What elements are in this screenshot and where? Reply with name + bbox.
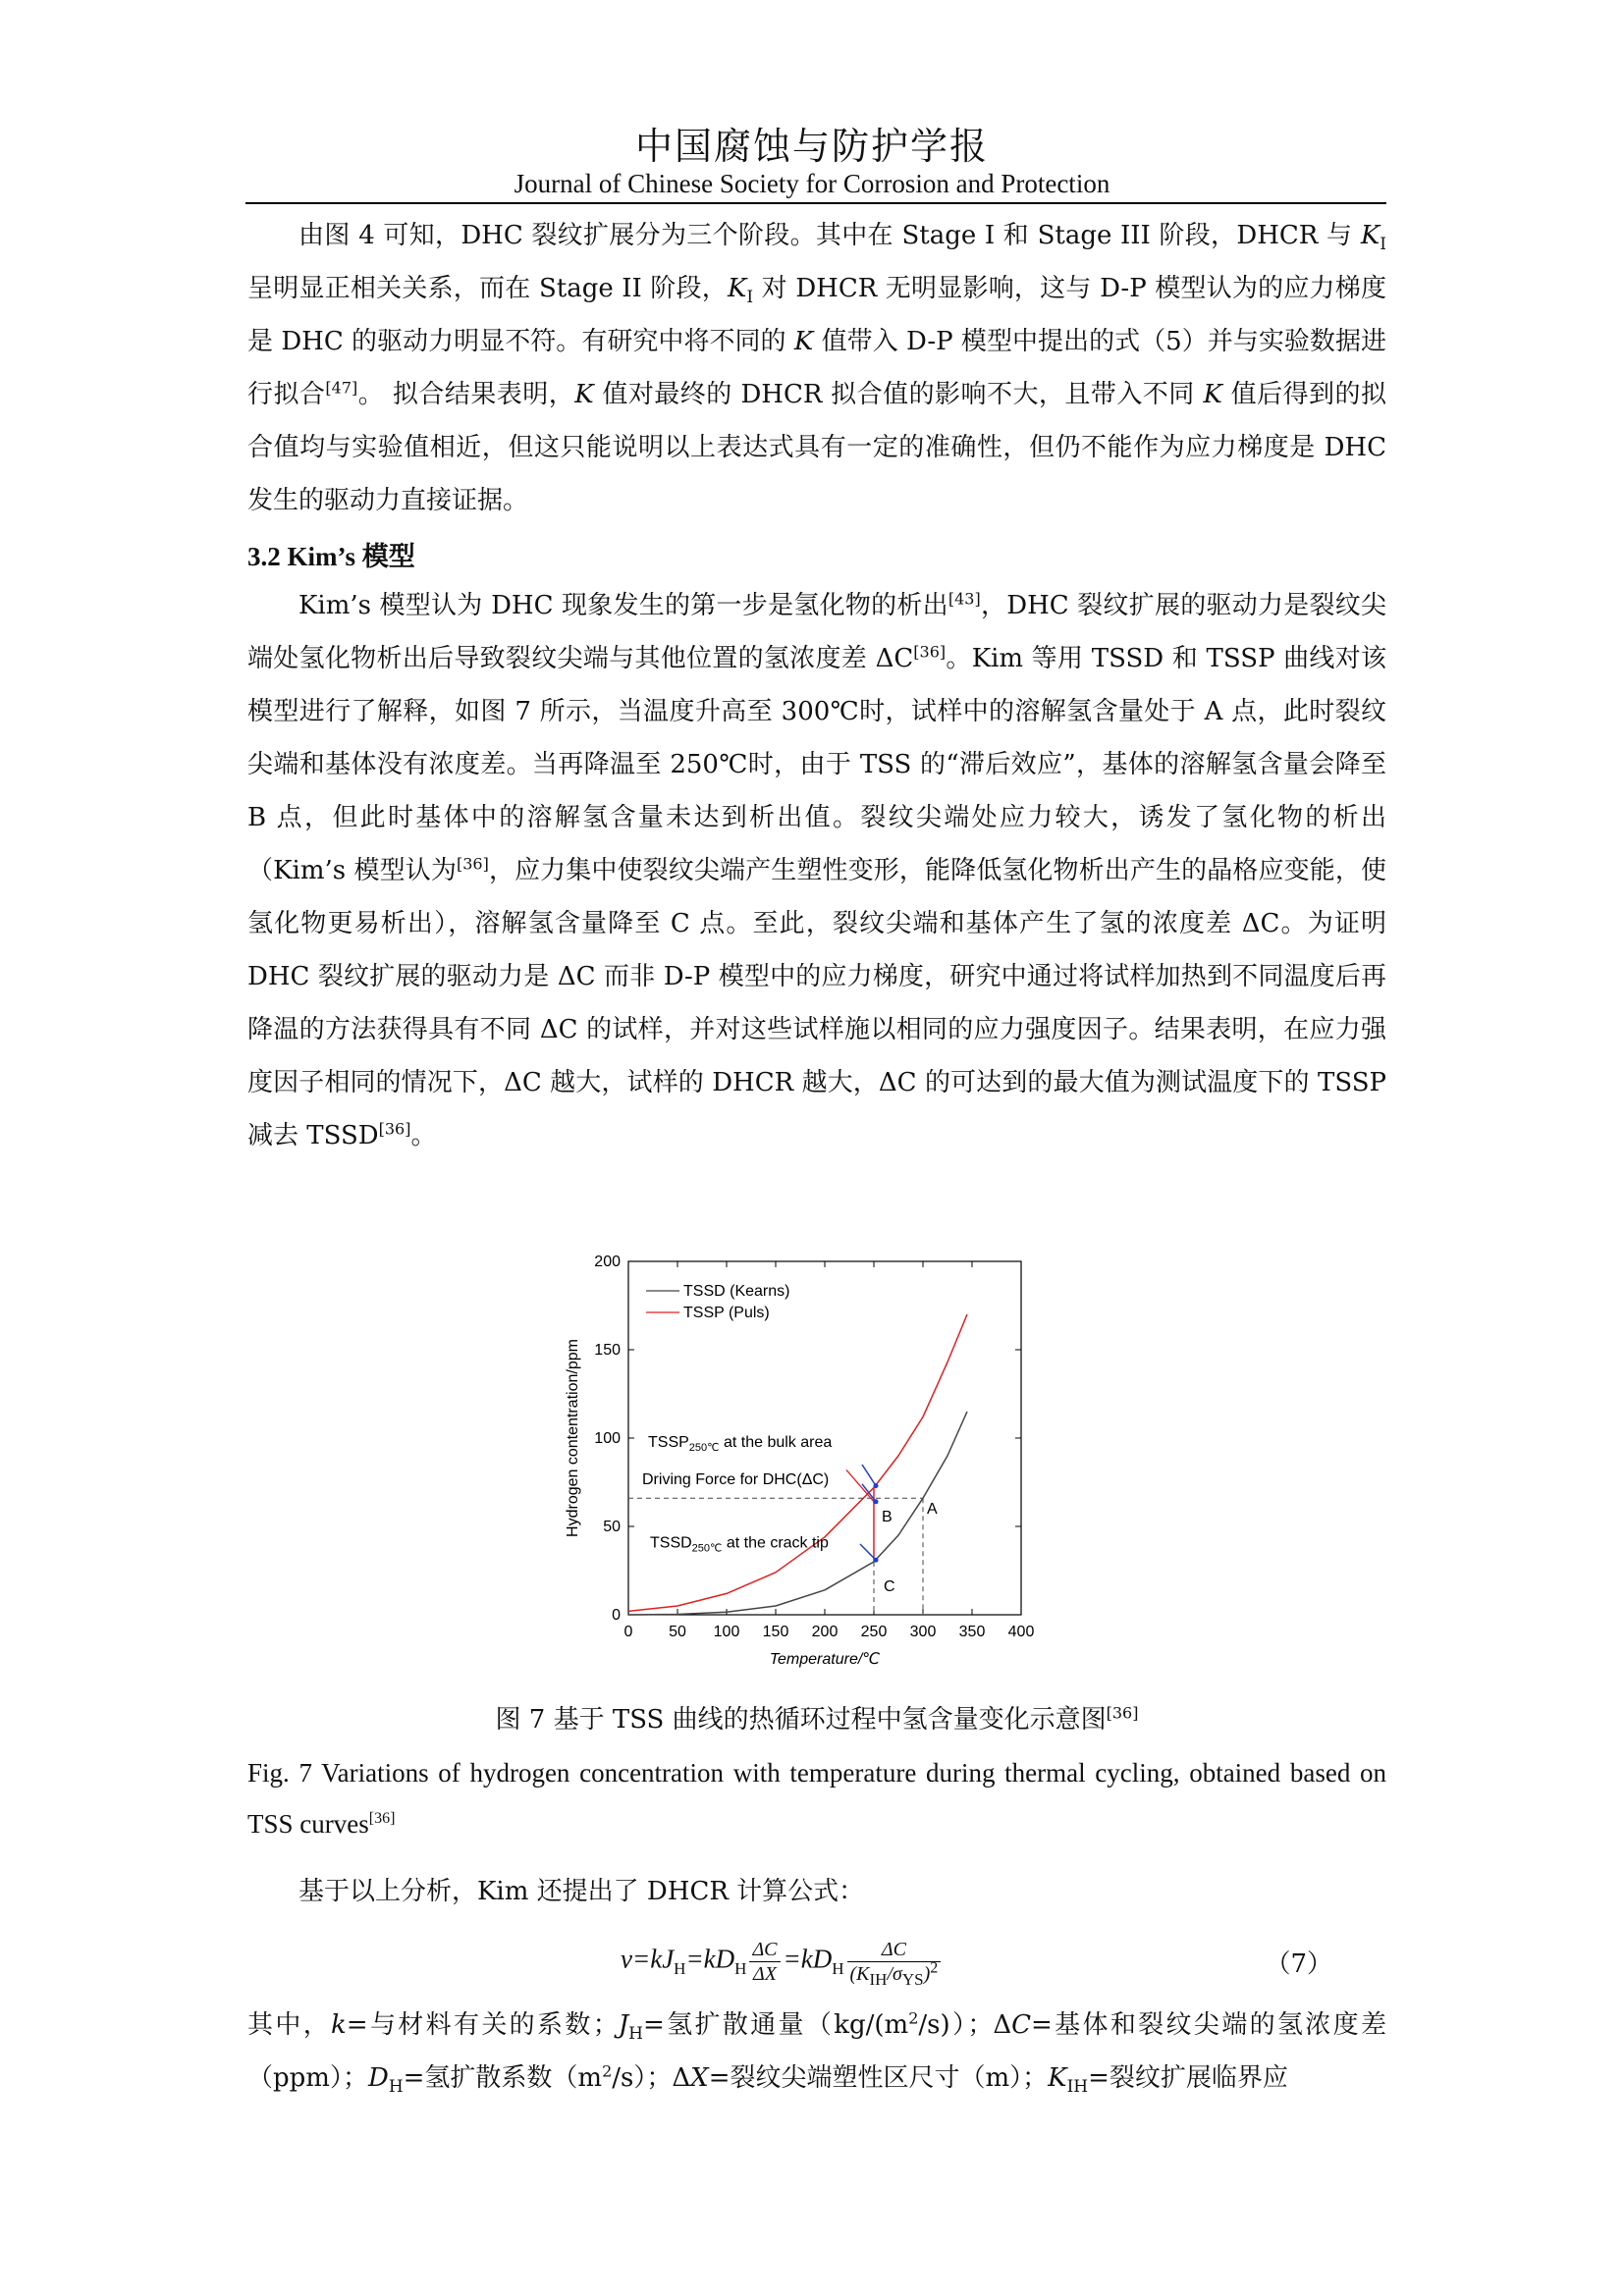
citation: [43] xyxy=(947,589,981,609)
y-tick-label: 100 xyxy=(594,1430,621,1447)
x-tick-label: 250 xyxy=(860,1624,888,1640)
y-tick-label: 50 xyxy=(603,1519,621,1535)
eq-fraction-1 xyxy=(749,1938,780,1986)
y-tick-label: 0 xyxy=(612,1607,621,1624)
p4-var: K xyxy=(1048,2063,1067,2093)
p2-text-4: ，应力集中使裂纹尖端产生塑性变形，能降低氢化物析出产生的晶格应变能，使氢化物更易析出），溶解氢含量降至 C 点。至此，裂纹尖端和基体产生了氢的浓度差 ΔC。为证明 DHC 裂纹扩展的驱动力是 ΔC 而非 D-P 模型中的应力梯度，研究中通过将试样加热到不同温度后再降温的方法获得具有不同 ΔC 的试样，并对这些试样施以相同的应力强度因子。结果表明，在应力强度因子相同的情况下，ΔC 越大，试样的 DHCR 越大，ΔC 的可达到的最大值为测试温度下的 TSSP 减去 TSSD xyxy=(247,856,1386,1150)
section-heading: 3.2 Kim’s 模型 xyxy=(247,542,415,571)
point-a-label: A xyxy=(927,1501,938,1519)
eq-frac1-den: ΔX xyxy=(752,1963,777,1985)
eq-den-sub: IH xyxy=(869,1970,888,1989)
tssp-annotation: $TSSP_{250℃}$ at the bulk area xyxy=(648,1434,833,1454)
p4-text: /s）；Δ xyxy=(612,2063,691,2093)
x-tick-label: 200 xyxy=(811,1624,839,1640)
tss-chart xyxy=(538,1247,1088,1688)
p4-text: 其中， xyxy=(247,2010,332,2040)
series-line-1 xyxy=(628,1314,967,1611)
paragraph-4 xyxy=(247,1999,1386,2105)
caption-en-text: Fig. 7 Variations of hydrogen concentration with temperature during thermal cycling, obtained based on TSS curves xyxy=(247,1758,1386,1839)
paragraph-3 xyxy=(247,1865,1386,1918)
y-axis-label: Hydrogen contentration/ppm xyxy=(565,1339,581,1537)
eq-sub: H xyxy=(832,1959,844,1979)
eq-den-sub: YS xyxy=(901,1970,924,1989)
p3-text: 基于以上分析，Kim 还提出了 DHCR 计算公式： xyxy=(298,1877,865,1906)
p1-k: K xyxy=(727,274,747,303)
p1-k-sub: I xyxy=(746,288,754,308)
p4-var: X xyxy=(690,2063,709,2093)
caption-cn-text: 图 7 基于 TSS 曲线的热循环过程中氢含量变化示意图 xyxy=(495,1705,1107,1735)
citation: [36] xyxy=(378,1119,411,1139)
eq-mid1: =kD xyxy=(685,1944,735,1974)
x-tick-label: 300 xyxy=(909,1624,937,1640)
journal-title-cn: 中国腐蚀与防护学报 xyxy=(634,125,989,168)
p4-sub: H xyxy=(628,2024,643,2045)
p4-sub: H xyxy=(388,2077,404,2098)
x-tick-label: 50 xyxy=(669,1624,686,1640)
y-tick-label: 200 xyxy=(594,1254,621,1270)
driving-force-annotation: Driving Force for DHC(ΔC) xyxy=(642,1470,830,1488)
paragraph-1 xyxy=(247,209,1386,527)
equation-number: （7） xyxy=(1265,1949,1332,1979)
p1-k: K xyxy=(793,327,814,356)
p4-sub: IH xyxy=(1066,2077,1089,2098)
pointer-arrow-head xyxy=(874,1499,879,1504)
p4-text: =氢扩散系数（m xyxy=(403,2063,603,2093)
p2-text-3: 。Kim 等用 TSSD 和 TSSP 曲线对该模型进行了解释，如图 7 所示，当温度升高至 300℃时，试样中的溶解氢含量处于 A 点，此时裂纹尖端和基体没有浓度差。当再降温至 250℃时，由于 TSS 的“滞后效应”，基体的溶解氢含量会降至 B 点，但此时基体中的溶解氢含量未达到析出值。裂纹尖端处应力较大，诱发了氢化物的析出（Kim’s 模型认为 xyxy=(247,644,1386,885)
p4-var: C xyxy=(1011,2010,1031,2040)
pointer-arrow xyxy=(862,1465,876,1486)
eq-frac2-den xyxy=(847,1959,942,1989)
eq-lhs: v=kJ xyxy=(621,1944,675,1974)
p1-k-sub: I xyxy=(1380,235,1386,255)
p4-sup: 2 xyxy=(908,2008,919,2028)
x-tick-label: 0 xyxy=(623,1624,633,1640)
p1-text-7: 值后得到的拟合值均与实验值相近，但这只能说明以上表达式具有一定的准确性，但仍不能作为应力梯度是 DHC 发生的驱动力直接证据。 xyxy=(247,380,1386,515)
eq-frac2-num: ΔC xyxy=(847,1938,942,1962)
x-tick-label: 150 xyxy=(762,1624,789,1640)
paragraph-2 xyxy=(247,579,1386,1162)
legend-label: TSSD (Kearns) xyxy=(683,1283,790,1300)
citation: [36] xyxy=(1106,1703,1139,1723)
equation-7 xyxy=(247,1926,1386,1995)
p1-text-1: 由图 4 可知，DHC 裂纹扩展分为三个阶段。其中在 Stage I 和 Stage III 阶段，DHCR 与 xyxy=(298,221,1361,250)
p1-text-5: 。 拟合结果表明， xyxy=(357,380,575,409)
driving-arrow-line xyxy=(846,1469,874,1501)
point-b-label: B xyxy=(882,1509,893,1526)
p1-text-3: 对 DHCR 无明显影响，这与 D-P 模型认为的应力梯度是 DHC 的驱动力明显不符。有研究中将不同的 xyxy=(247,274,1386,356)
p4-text: =氢扩散通量（kg/(m xyxy=(643,2010,909,2040)
citation: [36] xyxy=(456,854,489,874)
figure-caption-cn xyxy=(247,1694,1386,1745)
x-tick-label: 100 xyxy=(713,1624,740,1640)
p4-text: =裂纹扩展临界应 xyxy=(1088,2063,1288,2093)
pointer-arrow-head xyxy=(874,1558,879,1563)
p2-text-1: Kim’s 模型认为 DHC 现象发生的第一步是氢化物的析出 xyxy=(298,591,948,620)
p4-var: k xyxy=(331,2010,347,2040)
eq-frac1-num: ΔC xyxy=(749,1938,780,1962)
header-rule xyxy=(245,202,1386,204)
eq-den-part: (K xyxy=(849,1963,870,1985)
eq-sub: H xyxy=(734,1959,747,1979)
p1-k: K xyxy=(1203,380,1222,409)
p4-var: D xyxy=(367,2063,389,2093)
tssd-annotation: $TSSD_{250℃}$ at the crack tip xyxy=(650,1534,829,1555)
eq-den-part: /σ xyxy=(887,1963,902,1985)
eq-fraction-2 xyxy=(847,1938,942,1989)
y-tick-label: 150 xyxy=(594,1342,621,1359)
p4-text: /s)）；Δ xyxy=(918,2010,1012,2040)
eq-den-sup: 2 xyxy=(930,1959,939,1977)
p1-text-4: 值带入 D-P 模型中提出的式（5）并与实验数据进行拟合 xyxy=(247,327,1386,409)
p4-text: =裂纹尖端塑性区尺寸（m）； xyxy=(708,2063,1049,2093)
figure-caption-en xyxy=(247,1747,1386,1849)
point-c-label: C xyxy=(884,1578,895,1595)
p4-var: J xyxy=(618,2010,629,2040)
x-tick-label: 350 xyxy=(958,1624,986,1640)
p4-sup: 2 xyxy=(602,2061,613,2081)
citation: [36] xyxy=(913,642,947,662)
p2-text-5: 。 xyxy=(410,1121,437,1150)
equation-body xyxy=(621,1938,944,1989)
p1-text-6: 值对最终的 DHCR 拟合值的影响不大，且带入不同 xyxy=(593,380,1204,409)
x-axis-label: Temperature/℃ xyxy=(769,1651,881,1668)
p4-text: =与材料有关的系数； xyxy=(346,2010,619,2040)
journal-title-en: Journal of Chinese Society for Corrosion and Protection xyxy=(514,169,1110,198)
legend-label: TSSP (Puls) xyxy=(683,1305,770,1321)
x-tick-label: 400 xyxy=(1007,1624,1035,1640)
p2-text-2: ，DHC 裂纹扩展的驱动力是裂纹尖端处氢化物析出后导致裂纹尖端与其他位置的氢浓度差 ΔC xyxy=(247,591,1386,673)
pointer-arrow-head xyxy=(874,1483,879,1488)
p1-k: K xyxy=(1360,221,1380,250)
citation: [36] xyxy=(368,1810,396,1827)
eq-sub: H xyxy=(674,1959,686,1979)
p1-k: K xyxy=(574,380,594,409)
p1-text-2: 呈明显正相关关系，而在 Stage II 阶段， xyxy=(247,274,728,303)
eq-den-part: ) xyxy=(923,1963,931,1985)
figure-7 xyxy=(538,1247,1088,1688)
citation: [47] xyxy=(325,378,358,398)
p4-text: =基体和裂纹尖端的氢浓度差（ppm）； xyxy=(247,2010,1386,2093)
eq-mid2: =kD xyxy=(783,1944,833,1974)
